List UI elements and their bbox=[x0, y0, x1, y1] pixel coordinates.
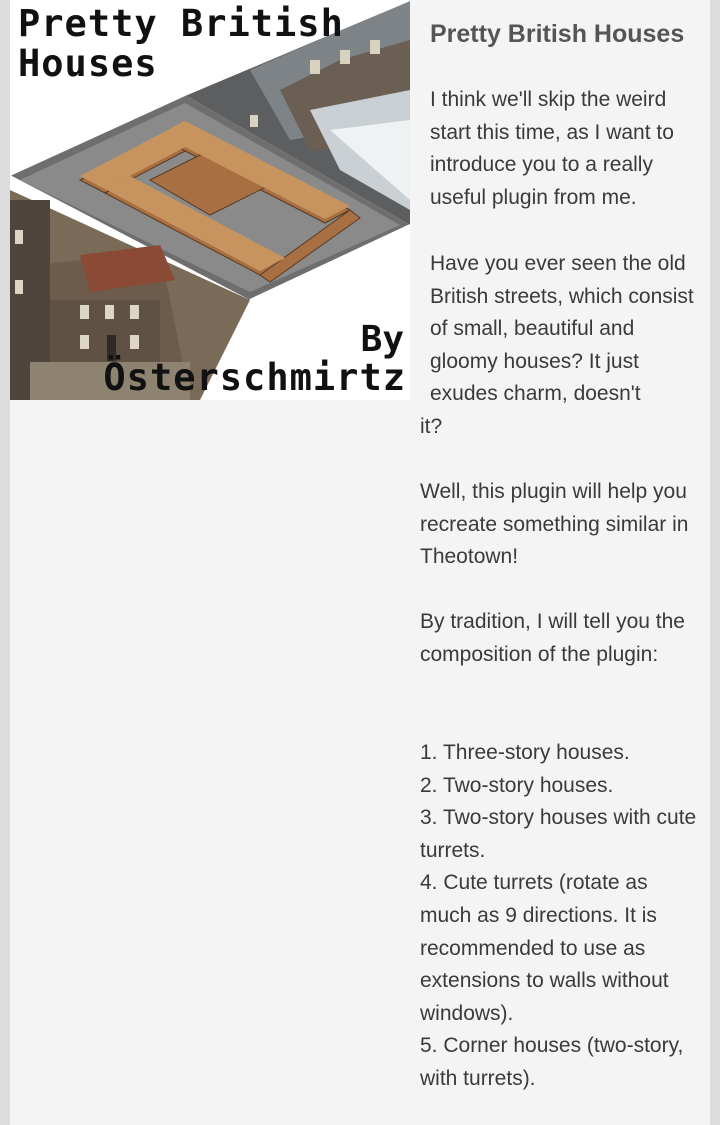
banner-image bbox=[10, 0, 410, 400]
paragraph-question bbox=[420, 248, 704, 443]
banner-title-line1: Pretty British bbox=[18, 2, 344, 45]
list-item: 3. Two-story houses with cute turrets. bbox=[420, 806, 697, 862]
paragraph-plugin-help: Well, this plugin will help you recreate something similar in Theotown! bbox=[420, 480, 689, 568]
banner-title-line2: Houses bbox=[18, 42, 158, 85]
paragraph-question-tail: it? bbox=[420, 414, 443, 438]
banner-by: By bbox=[360, 319, 404, 360]
list-item: 4. Cute turrets (rotate as much as 9 directions. It is recommended to use as extensions to walls without windows). bbox=[420, 871, 669, 1025]
post-title: Pretty British Houses bbox=[430, 20, 685, 48]
paragraph-composition: By tradition, I will tell you the composition of the plugin: bbox=[420, 610, 685, 666]
paragraph-question-main: Have you ever seen the old British streets, which consist of small, beautiful and gloomy houses? It just exudes charm, doesn't bbox=[430, 252, 694, 405]
list-item: 2. Two-story houses. bbox=[420, 773, 614, 797]
list-item: 1. Three-story houses. bbox=[420, 741, 630, 764]
composition-list bbox=[420, 737, 700, 1096]
banner-author: Österschmirtz bbox=[103, 356, 406, 399]
list-item: 5. Corner houses (two-story, with turrets). bbox=[420, 1034, 684, 1090]
banner-title bbox=[18, 4, 344, 84]
paragraph-intro: I think we'll skip the weird start this time, as I want to introduce you to a really useful plugin from me. bbox=[430, 88, 674, 209]
